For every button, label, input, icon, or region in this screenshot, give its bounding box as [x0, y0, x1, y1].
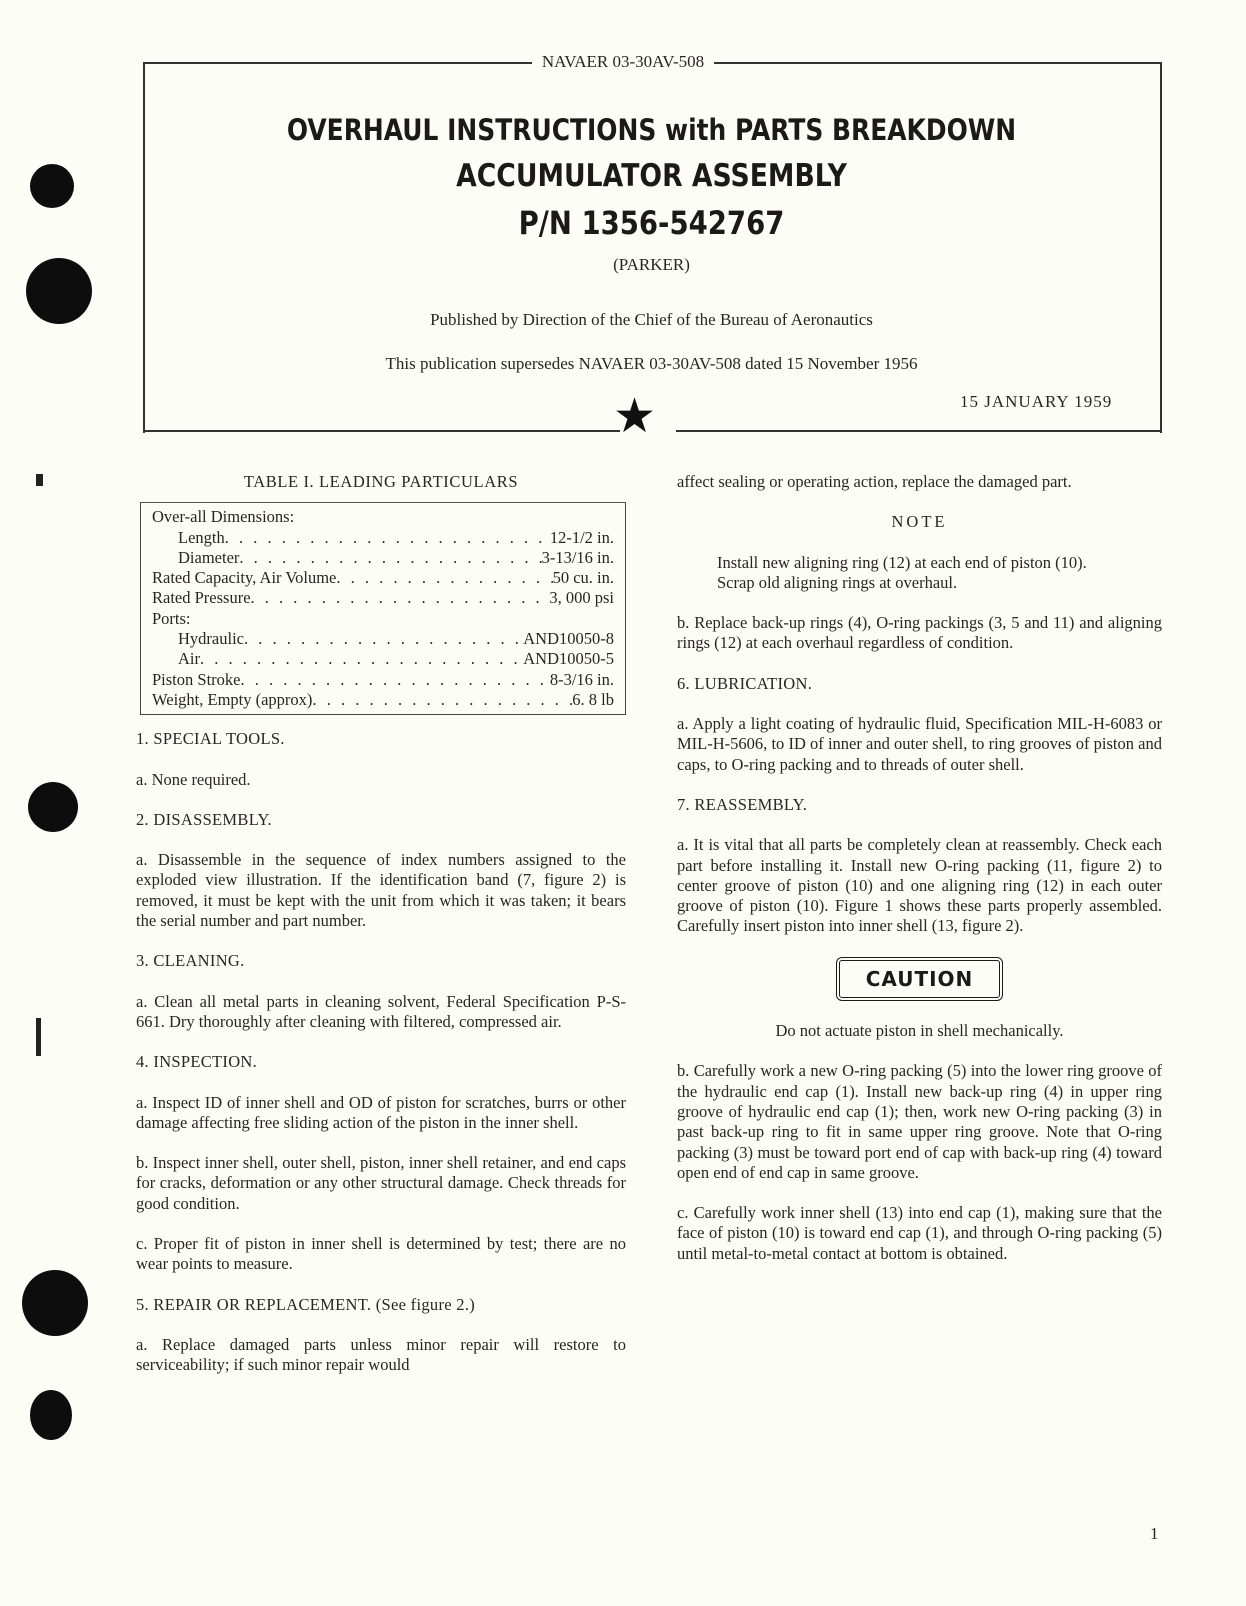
table-label: Length [178, 527, 225, 547]
section-heading-lubrication: 6. LUBRICATION. [677, 673, 813, 693]
table-row [152, 507, 614, 527]
right-column [677, 470, 1162, 1264]
binder-hole [30, 1390, 72, 1440]
binder-hole [22, 1270, 88, 1336]
paragraph: c. Carefully work inner shell (13) into end cap (1), making sure that the face of piston (10) is toward end cap (1), and through O-ring packing (5) until metal-to-metal contact at bottom is obtained. [677, 1203, 1162, 1263]
leading-particulars-table [140, 502, 626, 715]
note-body: Install new aligning ring (12) at each end of piston (10). Scrap old aligning rings at overhaul. [717, 552, 1087, 592]
note-title: NOTE [891, 512, 948, 532]
section-heading-inspection: 4. INSPECTION. [136, 1052, 258, 1072]
paragraph: a. Replace damaged parts unless minor repair will restore to serviceability; if such minor repair would [136, 1334, 626, 1375]
table-label: Rated Capacity, Air Volume [152, 568, 337, 588]
publication-date: 15 JANUARY 1959 [960, 392, 1113, 411]
section-heading-special-tools: 1. SPECIAL TOOLS. [136, 729, 285, 749]
caution-box [677, 957, 1162, 1001]
table-label: Diameter [178, 547, 240, 567]
table-value: 8-3/16 in. [549, 669, 614, 689]
table-row [152, 528, 614, 548]
supersedes-notice: This publication supersedes NAVAER 03-30AV-508 dated 15 November 1956 [385, 354, 918, 373]
paragraph: a. None required. [136, 769, 251, 789]
table-row [152, 629, 614, 649]
binder-hole [28, 782, 78, 832]
table-label: Piston Stroke [152, 669, 241, 689]
paragraph: b. Carefully work a new O-ring packing (5) into the lower ring groove of the hydraulic end cap (1). Install new back-up ring (4) in upper ring groove of hydraulic end cap (1); then, work new O-ring packing (3) in past back-up ring to fit in same upper ring groove. Note that O-ring packing (3) must be toward port end of cap with back-up ring (4) toward open end of end cap in same groove. [677, 1061, 1162, 1182]
frame-rule [676, 430, 1160, 432]
table-row [152, 568, 614, 588]
table-value: 6. 8 lb [572, 689, 614, 709]
table-row [152, 548, 614, 568]
table-label: Ports: [152, 608, 191, 628]
scan-mark [36, 474, 43, 486]
table-value: 50 cu. in. [552, 568, 614, 588]
table-label: Hydraulic [178, 629, 244, 649]
left-column [136, 470, 626, 1376]
document-number: NAVAER 03-30AV-508 [0, 52, 1246, 72]
binder-hole [26, 258, 92, 324]
star-icon: ★ [613, 388, 657, 444]
paragraph: a. Disassemble in the sequence of index numbers assigned to the exploded view illustration. If the identification band (7, figure 2) is removed, it must be kept with the unit from which it was taken; it bears the serial number and part number. [136, 850, 626, 931]
paragraph: b. Inspect inner shell, outer shell, piston, inner shell retainer, and end caps for cracks, deformation or any other structural damage. Check threads for good condition. [136, 1153, 626, 1213]
paragraph: a. Inspect ID of inner shell and OD of piston for scratches, burrs or other damage affecting free sliding action of the piston in the inner shell. [136, 1092, 626, 1132]
table-value: 3, 000 psi [549, 588, 614, 608]
paragraph: a. It is vital that all parts be completely clean at reassembly. Check each part before installing it. Install new O-ring packing (11, figure 2) to center groove of piston (10) and one aligning ring (12) in each outer groove of piston (10). Figure 1 shows these parts properly assembled. Carefully insert piston into inner shell (13, figure 2). [677, 835, 1162, 936]
table-title: TABLE I. LEADING PARTICULARS [243, 472, 519, 491]
paragraph-continued: affect sealing or operating action, replace the damaged part. [677, 472, 1072, 491]
table-value: 12-1/2 in. [549, 527, 614, 547]
section-heading-cleaning: 3. CLEANING. [136, 951, 245, 971]
section-heading-disassembly: 2. DISASSEMBLY. [136, 809, 272, 829]
table-row [152, 609, 614, 629]
paragraph: b. Replace back-up rings (4), O-ring packings (3, 5 and 11) and aligning rings (12) at each overhaul regardless of condition. [677, 613, 1162, 653]
table-label: Rated Pressure [152, 588, 251, 608]
table-label: Weight, Empty (approx) [152, 689, 313, 709]
published-by: Published by Direction of the Chief of the Bureau of Aeronautics [430, 310, 873, 329]
scan-mark [36, 1018, 41, 1056]
table-row [152, 649, 614, 669]
table-label: Air [178, 649, 200, 669]
caution-text: Do not actuate piston in shell mechanically. [775, 1021, 1064, 1041]
paragraph: a. Clean all metal parts in cleaning solvent, Federal Specification P-S-661. Dry thoroughly after cleaning with filtered, compressed air. [136, 991, 626, 1031]
paragraph: a. Apply a light coating of hydraulic fluid, Specification MIL-H-6083 or MIL-H-5606, to ID of inner and outer shell, to ring grooves of piston and caps, to O-ring packing and to threads of outer shell. [677, 714, 1162, 774]
frame-rule [143, 430, 620, 432]
section-heading-reassembly: 7. REASSEMBLY. [677, 794, 808, 814]
paragraph: c. Proper fit of piston in inner shell is determined by test; there are no wear points to measure. [136, 1234, 626, 1274]
document-title: OVERHAUL INSTRUCTIONS with PARTS BREAKDOWN [286, 113, 1017, 147]
document-subtitle: ACCUMULATOR ASSEMBLY [456, 158, 847, 194]
table-value: AND10050-5 [523, 649, 614, 669]
table-label: Over-all Dimensions: [152, 507, 295, 527]
table-value: AND10050-8 [523, 629, 614, 649]
section-heading-repair: 5. REPAIR OR REPLACEMENT. (See figure 2.) [136, 1294, 476, 1314]
binder-hole [30, 164, 74, 208]
table-row [152, 690, 614, 710]
part-number: P/N 1356-542767 [518, 204, 785, 242]
table-value: 3-13/16 in. [541, 547, 614, 567]
table-row [152, 670, 614, 690]
page-number: 1 [1150, 1524, 1159, 1543]
manufacturer: (PARKER) [613, 255, 690, 274]
caution-label: CAUTION [836, 957, 1004, 1001]
table-row [152, 588, 614, 608]
